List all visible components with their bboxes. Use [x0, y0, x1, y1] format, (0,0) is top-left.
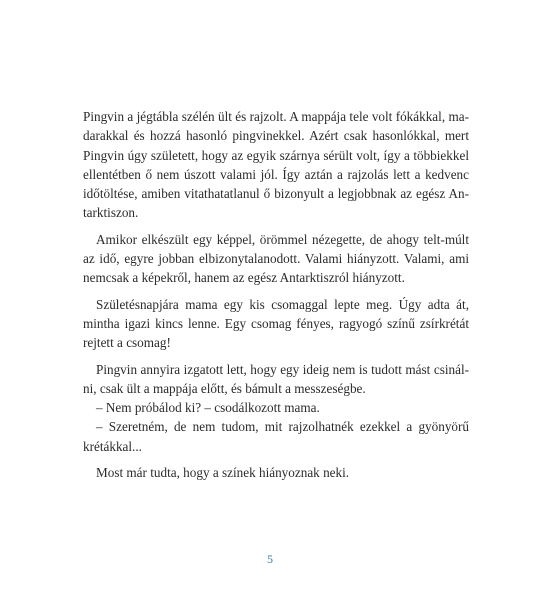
text-line: Pingvin annyira izgatott lett, hogy egy ideig nem is tudott mást csinál-: [96, 361, 469, 377]
text-line: nemcsak a képekről, hanem az egész Antarktiszról hiányzott.: [83, 270, 405, 286]
paragraph-1: [83, 107, 469, 223]
text-line: darakkal és hozzá hasonló pingvinekkel. Azért csak hasonlókkal, mert: [83, 128, 469, 144]
text-line: Amikor elkészült egy képpel, örömmel nézegette, de ahogy telt-múlt: [96, 231, 469, 247]
paragraph-3: [83, 295, 469, 353]
paragraph-7: [83, 463, 469, 482]
text-line: Születésnapjára mama egy kis csomaggal lepte meg. Úgy adta át,: [96, 296, 469, 312]
text-line: ni, csak ült a mappája előtt, és bámult a messzeségbe.: [83, 380, 366, 396]
text-line: – Szeretném, de nem tudom, mit rajzolhatnék ezekkel a gyönyörű: [96, 419, 469, 435]
paragraph-5: [83, 398, 469, 417]
text-line: rejtett a csomag!: [83, 335, 171, 351]
text-line: az idő, egyre jobban elbizonytalanodott. Valami hiányzott. Valami, ami: [83, 251, 469, 267]
text-line: krétákkal...: [83, 438, 142, 454]
paragraph-4: [83, 360, 469, 399]
text-line: időtöltése, amiben vitathatatlanul ő bizonyult a legjobbnak az egész An-: [83, 186, 469, 202]
text-line: ellentétben ő nem úszott valami jól. Így aztán a rajzolás lett a kedvenc: [83, 166, 469, 182]
page-number: 5: [267, 552, 273, 566]
text-line: Most már tudta, hogy a színek hiányoznak neki.: [96, 465, 350, 481]
text-line: Pingvin úgy született, hogy az egyik szárnya sérült volt, így a többiekkel: [83, 147, 469, 163]
text-line: – Nem próbálod ki? – csodálkozott mama.: [96, 400, 320, 416]
story-text: [83, 107, 469, 482]
text-line: mintha igazi kincs lenne. Egy csomag fényes, ragyogó színű zsírkrétát: [83, 315, 469, 331]
text-line: tarktiszon.: [83, 205, 139, 221]
text-line: Pingvin a jégtábla szélén ült és rajzolt. A mappája tele volt fókákkal, ma-: [83, 109, 469, 124]
paragraph-6: [83, 417, 469, 456]
paragraph-2: [83, 230, 469, 288]
